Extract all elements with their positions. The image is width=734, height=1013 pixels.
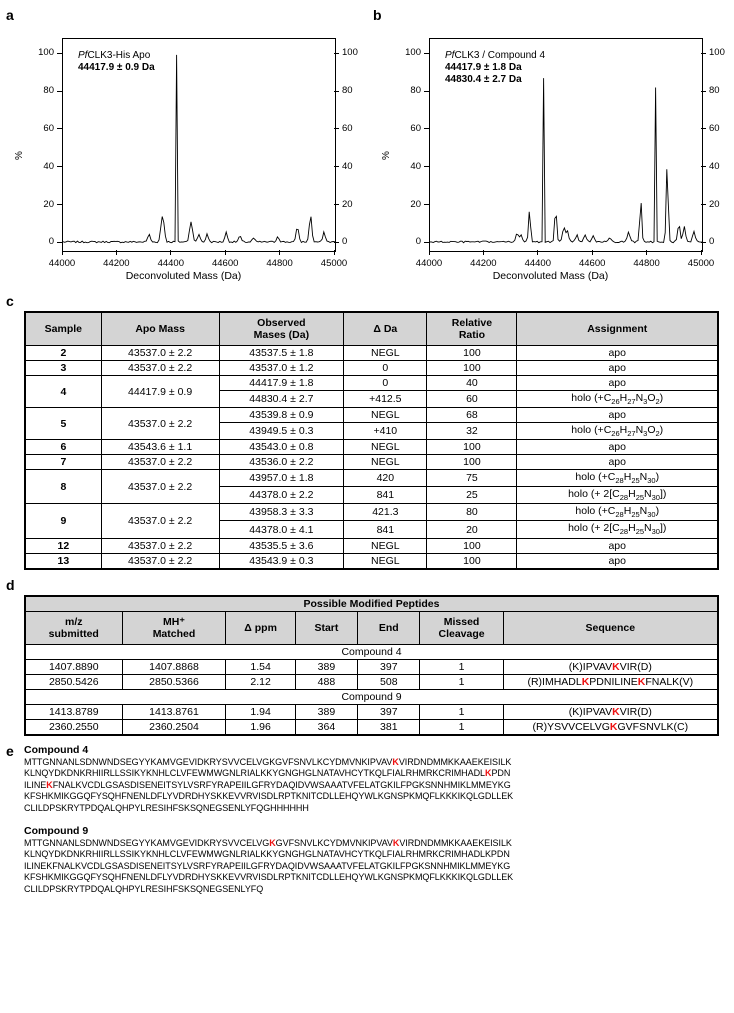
y-tick-mark bbox=[701, 91, 706, 92]
x-tick-mark bbox=[225, 250, 226, 255]
y-tick-mark bbox=[424, 53, 429, 54]
group-header-row bbox=[25, 689, 718, 704]
cell-delta-ppm: 1.94 bbox=[226, 704, 295, 719]
cell-assignment: apo bbox=[517, 376, 718, 391]
table-row bbox=[25, 440, 718, 455]
panel-label-b: b bbox=[373, 7, 382, 23]
cell-apo-mass: 43537.0 ± 2.2 bbox=[101, 361, 219, 376]
cell-sample: 13 bbox=[25, 553, 101, 569]
cell-assignment: apo bbox=[517, 361, 718, 376]
cell-relative-ratio: 100 bbox=[427, 538, 517, 553]
sequence-line: KLNQYDKDNKRHIIRLLSSIKYKNHLCLVFEWMWGNLRIALKKYGNGHGLNATAVHCYTKQLFIALRHMRKCRIMHADLKPDN bbox=[24, 768, 511, 779]
table-row bbox=[25, 659, 718, 674]
y-tick-label: 40 bbox=[410, 160, 421, 172]
cell-observed-mass: 43949.5 ± 0.3 bbox=[219, 423, 344, 440]
sequence-line: ILINEKFNALKVCDLGSASDISENEITSYLVSRFYRAPEIILGFRYDAQIDVWSAAATVFELATGKILFPGKSNNHMIKLMMEYKG bbox=[24, 860, 511, 871]
cell-start: 389 bbox=[295, 704, 357, 719]
y-tick-label: 60 bbox=[342, 122, 353, 134]
y-tick-mark bbox=[334, 53, 339, 54]
y-tick-mark bbox=[424, 242, 429, 243]
y-tick-mark bbox=[57, 128, 62, 129]
cell-apo-mass: 43537.0 ± 2.2 bbox=[101, 455, 219, 470]
panel-c bbox=[6, 294, 734, 570]
cell-delta-ppm: 2.12 bbox=[226, 674, 295, 689]
sequence-line: KFSHKMIKGGQFYSQHFNENLDFLYVDRDHYSKKEVVRVISDLRPTKNITCDLLEHQYWLKGNSPKMQFLKKKIKQLGDLLEK bbox=[24, 872, 514, 883]
cell-end: 397 bbox=[358, 659, 420, 674]
cell-observed-mass: 43536.0 ± 2.2 bbox=[219, 455, 344, 470]
y-tick-label: 0 bbox=[709, 236, 715, 248]
cell-delta-da: +412.5 bbox=[344, 391, 427, 408]
table-super-header-row bbox=[25, 596, 718, 612]
x-tick-label: 44800 bbox=[266, 258, 293, 269]
cell-delta-da: NEGL bbox=[344, 455, 427, 470]
column-header: Sample bbox=[25, 312, 101, 346]
x-tick-label: 45000 bbox=[687, 258, 715, 269]
table-row bbox=[25, 470, 718, 487]
cell-relative-ratio: 32 bbox=[427, 423, 517, 440]
panel-label-a: a bbox=[6, 7, 14, 23]
y-tick-label: 80 bbox=[43, 85, 54, 96]
cell-sample: 9 bbox=[25, 504, 101, 538]
y-tick-label: 80 bbox=[410, 85, 421, 96]
table-row bbox=[25, 674, 718, 689]
cell-missed-cleavage: 1 bbox=[420, 674, 503, 689]
cell-delta-da: NEGL bbox=[344, 440, 427, 455]
y-tick-label: 60 bbox=[410, 122, 421, 134]
cell-mz-submitted: 2850.5426 bbox=[25, 674, 122, 689]
y-tick-mark bbox=[57, 53, 62, 54]
y-tick-mark bbox=[57, 204, 62, 205]
cell-end: 381 bbox=[358, 719, 420, 735]
cell-apo-mass: 43537.0 ± 2.2 bbox=[101, 346, 219, 361]
y-tick-label: 20 bbox=[342, 198, 353, 210]
x-tick-mark bbox=[646, 250, 647, 255]
sequence-line: KFSHKMIKGGQFYSQHFNENLDFLYVDRDHYSKKEVVRVISDLRPTKNITCDLLEHQYWLKGNSPKMQFLKKKIKQLGDLLEK bbox=[24, 791, 514, 802]
y-tick-label: 40 bbox=[43, 160, 54, 172]
sequence-text bbox=[24, 838, 734, 896]
cell-delta-da: 0 bbox=[344, 361, 427, 376]
sequence-line: MTTGNNANLSDNWNDSEGYYKAMVGEVIDKRYSVVCELVGKGVFSNVLKCYDMVNKIPVAVKVIRDNDMMKKAAEKEISILK bbox=[24, 837, 512, 848]
group-label: Compound 4 bbox=[25, 644, 718, 659]
cell-mz-submitted: 1407.8890 bbox=[25, 659, 122, 674]
y-tick-label: 0 bbox=[415, 236, 421, 248]
sequence-title: Compound 4 bbox=[24, 743, 89, 756]
spectra-row bbox=[0, 0, 734, 290]
sequence-container bbox=[24, 744, 734, 896]
cell-relative-ratio: 100 bbox=[427, 455, 517, 470]
x-tick-label: 44200 bbox=[103, 258, 130, 269]
cell-relative-ratio: 25 bbox=[427, 487, 517, 504]
x-tick-label: 44400 bbox=[157, 258, 184, 269]
cell-apo-mass: 43537.0 ± 2.2 bbox=[101, 504, 219, 538]
sequence-text bbox=[24, 757, 734, 815]
column-header: Δ Da bbox=[344, 312, 427, 346]
y-tick-mark bbox=[424, 91, 429, 92]
sequence-title: Compound 9 bbox=[24, 824, 89, 837]
cell-relative-ratio: 68 bbox=[427, 408, 517, 423]
cell-observed-mass: 43543.0 ± 0.8 bbox=[219, 440, 344, 455]
cell-sample: 8 bbox=[25, 470, 101, 504]
y-tick-label: 100 bbox=[342, 47, 358, 59]
spectrum-a-plot bbox=[0, 20, 367, 290]
column-header: Missed Cleavage bbox=[420, 611, 503, 644]
y-tick-label: 20 bbox=[410, 198, 421, 210]
mass-assignment-table bbox=[24, 311, 719, 570]
cell-observed-mass: 43537.5 ± 1.8 bbox=[219, 346, 344, 361]
spectrum-a-xlabel: Deconvoluted Mass (Da) bbox=[125, 270, 242, 282]
y-tick-label: 20 bbox=[709, 198, 720, 210]
cell-start: 364 bbox=[295, 719, 357, 735]
column-header: Assignment bbox=[517, 312, 718, 346]
modified-peptides-table bbox=[24, 595, 719, 736]
y-tick-mark bbox=[57, 242, 62, 243]
cell-relative-ratio: 100 bbox=[427, 361, 517, 376]
spectrum-a-ylabel: % bbox=[14, 151, 25, 160]
cell-assignment: apo bbox=[517, 538, 718, 553]
cell-assignment: apo bbox=[517, 553, 718, 569]
y-tick-label: 100 bbox=[405, 47, 421, 59]
column-header: MH⁺ Matched bbox=[122, 611, 226, 644]
x-tick-label: 44600 bbox=[578, 258, 606, 269]
cell-observed-mass: 43539.8 ± 0.9 bbox=[219, 408, 344, 423]
column-header: Relative Ratio bbox=[427, 312, 517, 346]
y-tick-mark bbox=[424, 128, 429, 129]
cell-mz-submitted: 2360.2550 bbox=[25, 719, 122, 735]
group-header-row bbox=[25, 644, 718, 659]
cell-delta-da: 841 bbox=[344, 521, 427, 538]
table-row bbox=[25, 455, 718, 470]
sequence-line: KLNQYDKDNKRHIIRLLSSIKYKNHLCLVFEWMWGNLRIALKKYGNGHGLNATAVHCYTKQLFIALRHMRKCRIMHADLKPDN bbox=[24, 849, 510, 860]
cell-delta-da: NEGL bbox=[344, 538, 427, 553]
cell-sample: 5 bbox=[25, 408, 101, 440]
y-tick-mark bbox=[701, 204, 706, 205]
y-tick-mark bbox=[57, 91, 62, 92]
table-row bbox=[25, 376, 718, 391]
cell-missed-cleavage: 1 bbox=[420, 719, 503, 735]
cell-relative-ratio: 60 bbox=[427, 391, 517, 408]
cell-mh-matched: 1407.8868 bbox=[122, 659, 226, 674]
cell-observed-mass: 43957.0 ± 1.8 bbox=[219, 470, 344, 487]
group-label: Compound 9 bbox=[25, 689, 718, 704]
cell-sequence: (R)YSVVCELVGKGVFSNVLK(C) bbox=[503, 719, 718, 735]
panel-label-d: d bbox=[6, 576, 15, 593]
cell-apo-mass: 43537.0 ± 2.2 bbox=[101, 470, 219, 504]
y-tick-mark bbox=[424, 166, 429, 167]
y-tick-label: 40 bbox=[709, 160, 720, 172]
x-tick-label: 44200 bbox=[470, 258, 497, 269]
y-tick-label: 100 bbox=[38, 47, 54, 59]
cell-mz-submitted: 1413.8789 bbox=[25, 704, 122, 719]
cell-observed-mass: 44378.0 ± 2.2 bbox=[219, 487, 344, 504]
column-header: Observed Mases (Da) bbox=[219, 312, 344, 346]
cell-mh-matched: 1413.8761 bbox=[122, 704, 226, 719]
table-row bbox=[25, 553, 718, 569]
y-tick-label: 100 bbox=[709, 47, 725, 59]
y-tick-mark bbox=[424, 204, 429, 205]
cell-delta-ppm: 1.96 bbox=[226, 719, 295, 735]
panel-a bbox=[0, 6, 367, 290]
cell-apo-mass: 44417.9 ± 0.9 bbox=[101, 376, 219, 408]
y-tick-label: 20 bbox=[43, 198, 54, 210]
cell-sequence: (K)IPVAVKVIR(D) bbox=[503, 704, 718, 719]
cell-observed-mass: 43537.0 ± 1.2 bbox=[219, 361, 344, 376]
cell-apo-mass: 43537.0 ± 2.2 bbox=[101, 553, 219, 569]
table-row bbox=[25, 538, 718, 553]
cell-start: 488 bbox=[295, 674, 357, 689]
y-tick-label: 60 bbox=[43, 122, 54, 134]
x-tick-mark bbox=[429, 250, 430, 255]
x-tick-label: 44400 bbox=[524, 258, 551, 269]
cell-delta-da: 420 bbox=[344, 470, 427, 487]
y-tick-label: 60 bbox=[709, 122, 720, 134]
sequence-line: CLILDPSKRYTPDQALQHPYLRESIHFSKSQNEGSENLYFQ bbox=[24, 883, 264, 894]
cell-relative-ratio: 20 bbox=[427, 521, 517, 538]
cell-end: 397 bbox=[358, 704, 420, 719]
table-row bbox=[25, 704, 718, 719]
cell-relative-ratio: 40 bbox=[427, 376, 517, 391]
spectrum-a-annotation: PfCLK3-His Apo 44417.9 ± 0.9 Da bbox=[78, 50, 155, 73]
cell-sample: 12 bbox=[25, 538, 101, 553]
cell-sequence: (K)IPVAVKVIR(D) bbox=[503, 659, 718, 674]
spectrum-b-xlabel: Deconvoluted Mass (Da) bbox=[492, 270, 609, 282]
y-tick-label: 40 bbox=[342, 160, 353, 172]
column-header: Sequence bbox=[503, 611, 718, 644]
cell-sample: 7 bbox=[25, 455, 101, 470]
x-tick-mark bbox=[537, 250, 538, 255]
y-tick-mark bbox=[701, 53, 706, 54]
cell-relative-ratio: 100 bbox=[427, 440, 517, 455]
x-tick-mark bbox=[592, 250, 593, 255]
cell-observed-mass: 43535.5 ± 3.6 bbox=[219, 538, 344, 553]
y-tick-mark bbox=[701, 128, 706, 129]
x-tick-mark bbox=[701, 250, 702, 255]
sequence-block bbox=[24, 744, 734, 815]
cell-mh-matched: 2850.5366 bbox=[122, 674, 226, 689]
x-tick-mark bbox=[170, 250, 171, 255]
y-tick-mark bbox=[701, 166, 706, 167]
cell-assignment: holo (+ $2[C_{28}H_{25}N_{30}]$) bbox=[517, 521, 718, 538]
y-tick-mark bbox=[334, 242, 339, 243]
cell-observed-mass: 43958.3 ± 3.3 bbox=[219, 504, 344, 521]
x-tick-label: 44600 bbox=[211, 258, 239, 269]
cell-apo-mass: 43537.0 ± 2.2 bbox=[101, 538, 219, 553]
y-tick-mark bbox=[334, 91, 339, 92]
spectrum-b-annotation: PfCLK3 / Compound 4 44417.9 ± 1.8 Da 44830.4 ± 2.7 Da bbox=[445, 50, 546, 85]
sequence-line: MTTGNNANLSDNWNDSEGYYKAMVGEVIDKRYSVVCELVGKGVFSNVLKCYDMVNKIPVAVKVIRDNDMMKKAAEKEISILK bbox=[24, 756, 512, 767]
cell-delta-da: NEGL bbox=[344, 553, 427, 569]
sequence-line: ILINEKFNALKVCDLGSASDISENEITSYLVSRFYRAPEIILGFRYDAQIDVWSAAATVFELATGKILFPGKSNNHMIKLMMEYKG bbox=[24, 779, 511, 790]
cell-start: 389 bbox=[295, 659, 357, 674]
column-header: End bbox=[358, 611, 420, 644]
cell-assignment: apo bbox=[517, 408, 718, 423]
cell-apo-mass: 43543.6 ± 1.1 bbox=[101, 440, 219, 455]
cell-sample: 6 bbox=[25, 440, 101, 455]
y-tick-label: 80 bbox=[342, 85, 353, 96]
cell-assignment: apo bbox=[517, 346, 718, 361]
table-header-row bbox=[25, 611, 718, 644]
column-header: Start bbox=[295, 611, 357, 644]
panel-e bbox=[6, 744, 734, 896]
cell-observed-mass: 44417.9 ± 1.8 bbox=[219, 376, 344, 391]
x-tick-mark bbox=[334, 250, 335, 255]
spectrum-b-ylabel: % bbox=[381, 151, 392, 160]
cell-relative-ratio: 100 bbox=[427, 346, 517, 361]
y-tick-label: 0 bbox=[48, 236, 54, 248]
cell-assignment: holo $(+C_{26}H_{27}N_3O_2)$ bbox=[517, 423, 718, 440]
cell-observed-mass: 44830.4 ± 2.7 bbox=[219, 391, 344, 408]
cell-relative-ratio: 75 bbox=[427, 470, 517, 487]
sequence-line: CLILDPSKRYTPDQALQHPYLRESIHFSKSQNEGSENLYFQGHHHHHH bbox=[24, 802, 309, 813]
y-tick-label: 0 bbox=[342, 236, 348, 248]
table-row bbox=[25, 408, 718, 423]
x-tick-label: 44000 bbox=[48, 258, 76, 269]
cell-delta-da: +410 bbox=[344, 423, 427, 440]
y-tick-mark bbox=[57, 166, 62, 167]
cell-delta-da: 0 bbox=[344, 376, 427, 391]
x-tick-label: 45000 bbox=[320, 258, 348, 269]
y-tick-mark bbox=[334, 204, 339, 205]
y-tick-label: 80 bbox=[709, 85, 720, 96]
panel-d bbox=[6, 578, 734, 736]
panel-b bbox=[367, 6, 734, 290]
x-tick-mark bbox=[62, 250, 63, 255]
table-row bbox=[25, 361, 718, 376]
cell-assignment: apo bbox=[517, 440, 718, 455]
column-header: m/z submitted bbox=[25, 611, 122, 644]
sequence-block bbox=[24, 825, 734, 896]
column-header: Apo Mass bbox=[101, 312, 219, 346]
cell-missed-cleavage: 1 bbox=[420, 704, 503, 719]
cell-assignment: holo $(+C_{26}H_{27}N_3O_2)$ bbox=[517, 391, 718, 408]
cell-delta-da: 421.3 bbox=[344, 504, 427, 521]
x-tick-label: 44800 bbox=[633, 258, 660, 269]
cell-sample: 3 bbox=[25, 361, 101, 376]
cell-assignment: apo bbox=[517, 455, 718, 470]
y-tick-mark bbox=[701, 242, 706, 243]
cell-delta-da: NEGL bbox=[344, 408, 427, 423]
table-row bbox=[25, 346, 718, 361]
cell-sample: 2 bbox=[25, 346, 101, 361]
spectrum-b-plot bbox=[367, 20, 734, 290]
cell-observed-mass: 43543.9 ± 0.3 bbox=[219, 553, 344, 569]
cell-sample: 4 bbox=[25, 376, 101, 408]
cell-mh-matched: 2360.2504 bbox=[122, 719, 226, 735]
cell-observed-mass: 44378.0 ± 4.1 bbox=[219, 521, 344, 538]
cell-delta-da: 841 bbox=[344, 487, 427, 504]
x-tick-mark bbox=[116, 250, 117, 255]
cell-apo-mass: 43537.0 ± 2.2 bbox=[101, 408, 219, 440]
table-row bbox=[25, 504, 718, 521]
x-tick-label: 44000 bbox=[415, 258, 443, 269]
column-header: Δ ppm bbox=[226, 611, 295, 644]
cell-relative-ratio: 100 bbox=[427, 553, 517, 569]
cell-delta-ppm: 1.54 bbox=[226, 659, 295, 674]
panel-label-c: c bbox=[6, 293, 14, 309]
y-tick-mark bbox=[334, 166, 339, 167]
cell-assignment: holo $(+C_{28}H_{25}N_{30})$ bbox=[517, 470, 718, 487]
cell-assignment: holo $(+C_{28}H_{25}N_{30})$ bbox=[517, 504, 718, 521]
y-tick-mark bbox=[334, 128, 339, 129]
cell-sequence: (R)IMHADLKPDNILINEKFNALK(V) bbox=[503, 674, 718, 689]
x-tick-mark bbox=[483, 250, 484, 255]
table-row bbox=[25, 719, 718, 735]
cell-assignment: holo (+ $2[C_{28}H_{25}N_{30}]$) bbox=[517, 487, 718, 504]
x-tick-mark bbox=[279, 250, 280, 255]
cell-delta-da: NEGL bbox=[344, 346, 427, 361]
table-header-row bbox=[25, 312, 718, 346]
panel-label-e: e bbox=[6, 742, 14, 759]
super-header: Possible Modified Peptides bbox=[25, 596, 718, 612]
cell-relative-ratio: 80 bbox=[427, 504, 517, 521]
cell-missed-cleavage: 1 bbox=[420, 659, 503, 674]
cell-end: 508 bbox=[358, 674, 420, 689]
